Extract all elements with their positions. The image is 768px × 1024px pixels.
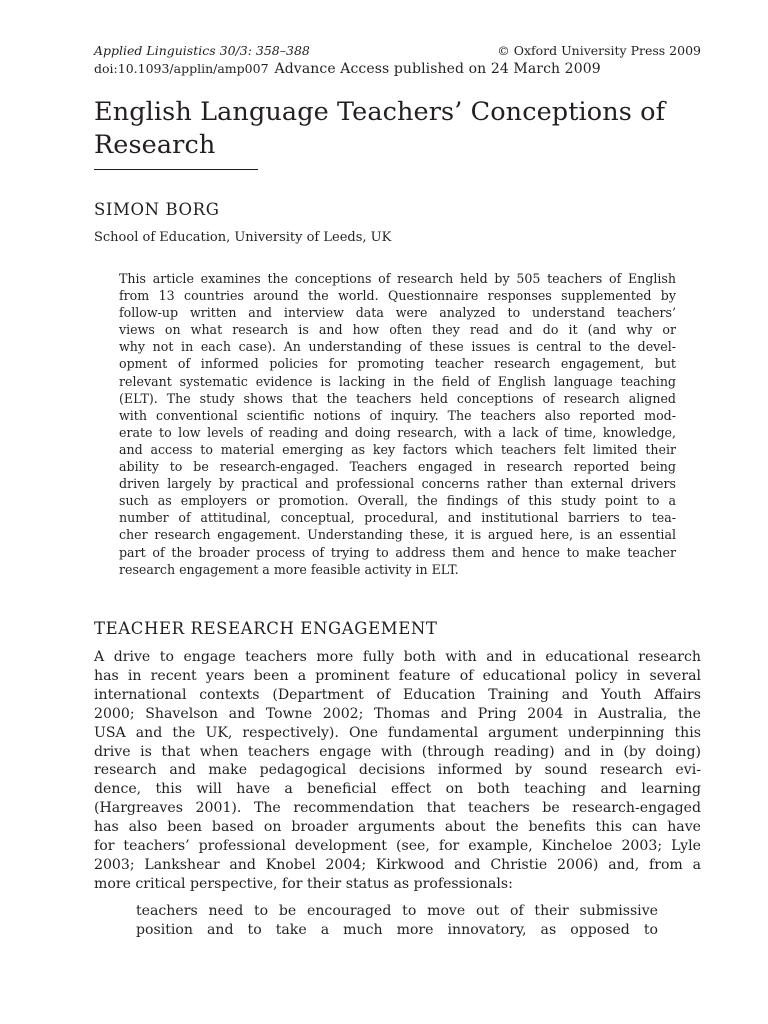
abstract-line: This article examines the conceptions of research held by 505 teachers of English <box>119 271 676 286</box>
abstract-line: why not in each case). An understanding of these issues is central to the devel- <box>119 339 676 355</box>
abstract-line: views on what research is and how often they read and do it (and why or <box>119 322 676 338</box>
body-line: (Hargreaves 2001). The recommendation that teachers be research-engaged <box>94 800 701 817</box>
body-line: 2003; Lankshear and Knobel 2004; Kirkwood and Christie 2006) and, from a <box>94 856 701 873</box>
body-line: A drive to engage teachers more fully both with and in educational research <box>94 649 701 665</box>
body-line: USA and the UK, respectively). One fundamental argument underpinning this <box>94 724 701 741</box>
body-line: dence, this will have a beneficial effect on both teaching and learning <box>94 781 701 798</box>
section-heading: TEACHER RESEARCH ENGAGEMENT <box>94 619 438 638</box>
body-line: 2000; Shavelson and Towne 2002; Thomas and Pring 2004 in Australia, the <box>94 705 701 722</box>
body-line: has in recent years been a prominent feature of educational policy in several <box>94 667 701 684</box>
journal-citation: Applied Linguistics 30/3: 358–388 <box>94 43 310 58</box>
abstract-line: research engagement a more feasible activity in ELT. <box>119 561 459 577</box>
doi-line <box>94 61 701 77</box>
abstract-line: with conventional scientific notions of inquiry. The teachers also reported mod- <box>119 407 676 423</box>
author-name: SIMON BORG <box>94 200 220 219</box>
abstract-line: opment of informed policies for promoting teacher research engagement, but <box>119 356 676 372</box>
abstract-line: number of attitudinal, conceptual, procedural, and institutional barriers to tea- <box>119 510 676 526</box>
title-rule <box>94 169 258 170</box>
abstract-line: ability to be research-engaged. Teachers engaged in research reported being <box>119 459 676 475</box>
abstract-line: part of the broader process of trying to address them and hence to make teacher <box>119 544 676 560</box>
abstract-line: (ELT). The study shows that the teachers held conceptions of research aligned <box>119 390 676 406</box>
body-line: international contexts (Department of Education Training and Youth Affairs <box>94 686 701 703</box>
doi: doi:10.1093/applin/amp007 <box>94 61 269 76</box>
abstract <box>119 270 676 578</box>
running-header <box>94 43 701 59</box>
abstract-line: cher research engagement. Understanding these, it is argued here, is an essential <box>119 527 676 543</box>
quote-line: teachers need to be encouraged to move out of their submissive <box>136 903 658 919</box>
advance-access-note: Advance Access published on 24 March 2009 <box>274 61 601 77</box>
abstract-line: such as employers or promotion. Overall, the findings of this study point to a <box>119 493 676 509</box>
quote-line: position and to take a much more innovatory, as opposed to <box>136 922 658 938</box>
body-line: drive is that when teachers engage with (through reading) and in (by doing) <box>94 743 701 760</box>
section-body <box>94 648 701 894</box>
body-line: research and make pedagogical decisions informed by sound research evi- <box>94 762 701 779</box>
body-line: has also been based on broader arguments about the benefits this can have <box>94 819 701 836</box>
abstract-line: erate to low levels of reading and doing research, with a lack of time, knowledge, <box>119 424 676 440</box>
author-affiliation: School of Education, University of Leeds, UK <box>94 230 392 245</box>
abstract-line: from 13 countries around the world. Questionnaire responses supplemented by <box>119 288 676 304</box>
block-quote <box>136 902 658 940</box>
body-line: more critical perspective, for their status as professionals: <box>94 875 513 892</box>
body-line: for teachers’ professional development (see, for example, Kincheloe 2003; Lyle <box>94 838 701 855</box>
abstract-line: relevant systematic evidence is lacking in the field of English language teaching <box>119 373 676 389</box>
article-title: English Language Teachers’ Conceptions of Research <box>94 97 666 160</box>
abstract-line: follow-up written and interview data were analyzed to understand teachers’ <box>119 305 676 321</box>
copyright-notice: © Oxford University Press 2009 <box>497 43 701 58</box>
abstract-line: driven largely by practical and professional concerns rather than external drivers <box>119 476 676 492</box>
abstract-line: and access to material emerging as key factors which teachers felt limited their <box>119 441 676 457</box>
